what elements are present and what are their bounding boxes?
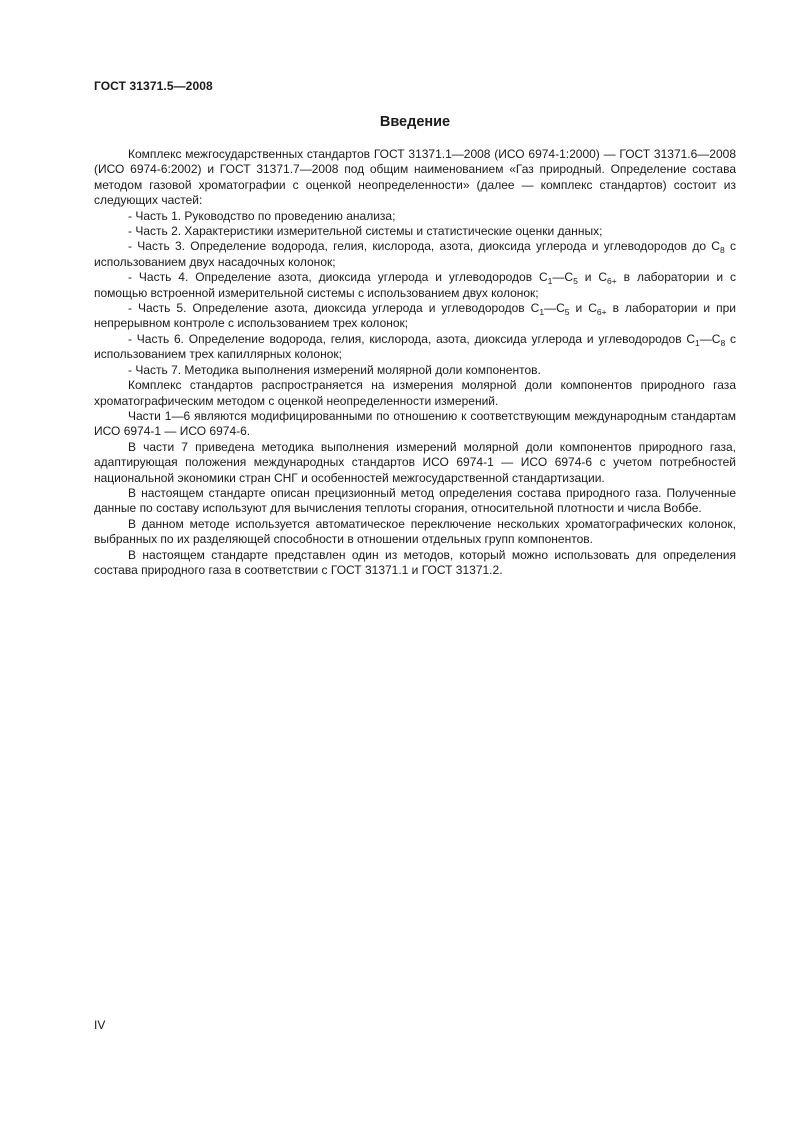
list-item-part-6 xyxy=(94,332,736,363)
part-5-subscript-3: 6+ xyxy=(596,307,607,318)
part-5-text-a: - Часть 5. Определение азота, диоксида углерода и углеводородов C xyxy=(128,301,540,316)
list-item-part-3 xyxy=(94,239,736,270)
part-4-subscript-3: 6+ xyxy=(607,276,617,287)
part-3-text-a: - Часть 3. Определение водорода, гелия, кислорода, азота, диоксида углерода и углеводородов до C xyxy=(128,239,720,254)
modified-paragraph: Части 1—6 являются модифицированными по отношению к соответствующим международным стандартам ИСО 6974-1 — ИСО 6974-6. xyxy=(94,408,736,439)
conformity-paragraph: В настоящем стандарте представлен один из методов, который можно использовать для определения состава природного газа в соответствии с ГОСТ 31371.1 и ГОСТ 31371.2. xyxy=(94,547,736,577)
part-6-text-a: - Часть 6. Определение водорода, гелия, кислорода, азота, диоксида углерода и углеводородов C xyxy=(128,331,696,346)
part-5-text-c: и C xyxy=(569,301,597,316)
intro-paragraph: Комплекс межгосударственных стандартов ГОСТ 31371.1—2008 (ИСО 6974-1:2000) — ГОСТ 31371.6—2008 (ИСО 6974-6:2002) и ГОСТ 31371.7—2008 под общим наименованием «Газ природный. Определение состава методом газовой хроматографии с оценкой неопределенности» (далее — комплекс стандартов) состоит из следующих частей: xyxy=(94,147,736,208)
list-item-part-7: - Часть 7. Методика выполнения измерений молярной доли компонентов. xyxy=(128,362,541,377)
part-6-subscript-1: 1 xyxy=(695,337,700,348)
part-4-text-b: —C xyxy=(552,270,574,285)
switching-paragraph: В данном методе используется автоматическое переключение нескольких хроматографических колонок, выбранных по их разделяющей способности в отношении отдельных групп компонентов. xyxy=(94,516,736,547)
part7-paragraph: В части 7 приведена методика выполнения измерений молярной доли компонентов природного газа, адаптирующая положения международных стандартов ИСО 6974-1 — ИСО 6974-6 с учетом потребностей национальной экономики стран СНГ и особенностей межгосударственной стандартизации. xyxy=(94,439,736,485)
list-item-part-2: - Часть 2. Характеристики измерительной системы и статистические оценки данных; xyxy=(128,224,603,239)
scope-paragraph: Комплекс стандартов распространяется на измерения молярной доли компонентов природного газа хроматографическим методом с оценкой неопределенности измерений. xyxy=(94,378,736,408)
method-paragraph: В настоящем стандарте описан прецизионный метод определения состава природного газа. Полученные данные по составу используют для вычисления теплоты сгорания, относительной плотности и числа Воббе. xyxy=(94,485,736,516)
part-4-text-d: в лаборатории и с помощью встроенной измерительной системы с использованием двух колонок; xyxy=(94,270,736,300)
list-item-part-5 xyxy=(94,301,736,332)
part-6-text-c: с использованием трех капиллярных колонок; xyxy=(94,331,736,362)
list-item-part-4 xyxy=(94,270,736,301)
part-5-text-d: в лаборатории и при непрерывном контроле с использованием трех колонок; xyxy=(94,301,736,331)
part-3-text-b: с использованием двух насадочных колонок; xyxy=(94,239,736,269)
page-number: IV xyxy=(94,1018,106,1032)
list-item-part-1: - Часть 1. Руководство по проведению анализа; xyxy=(128,208,396,223)
part-5-subscript-2: 5 xyxy=(564,307,570,318)
part-4-subscript-2: 5 xyxy=(573,276,578,287)
part-4-text-a: - Часть 4. Определение азота, диоксида углерода и углеводородов C xyxy=(128,270,548,285)
part-6-text-b: —C xyxy=(699,331,721,346)
part-4-text-c: и C xyxy=(577,270,608,285)
body-text xyxy=(94,147,736,578)
part-5-text-b: —C xyxy=(544,301,565,316)
part-5-subscript-1: 1 xyxy=(539,307,545,318)
document-code-header: ГОСТ 31371.5—2008 xyxy=(94,79,213,93)
part-3-subscript-1: 8 xyxy=(719,245,725,256)
part-6-subscript-2: 8 xyxy=(720,337,726,348)
part-4-subscript-1: 1 xyxy=(547,276,553,287)
section-title: Введение xyxy=(379,114,451,130)
